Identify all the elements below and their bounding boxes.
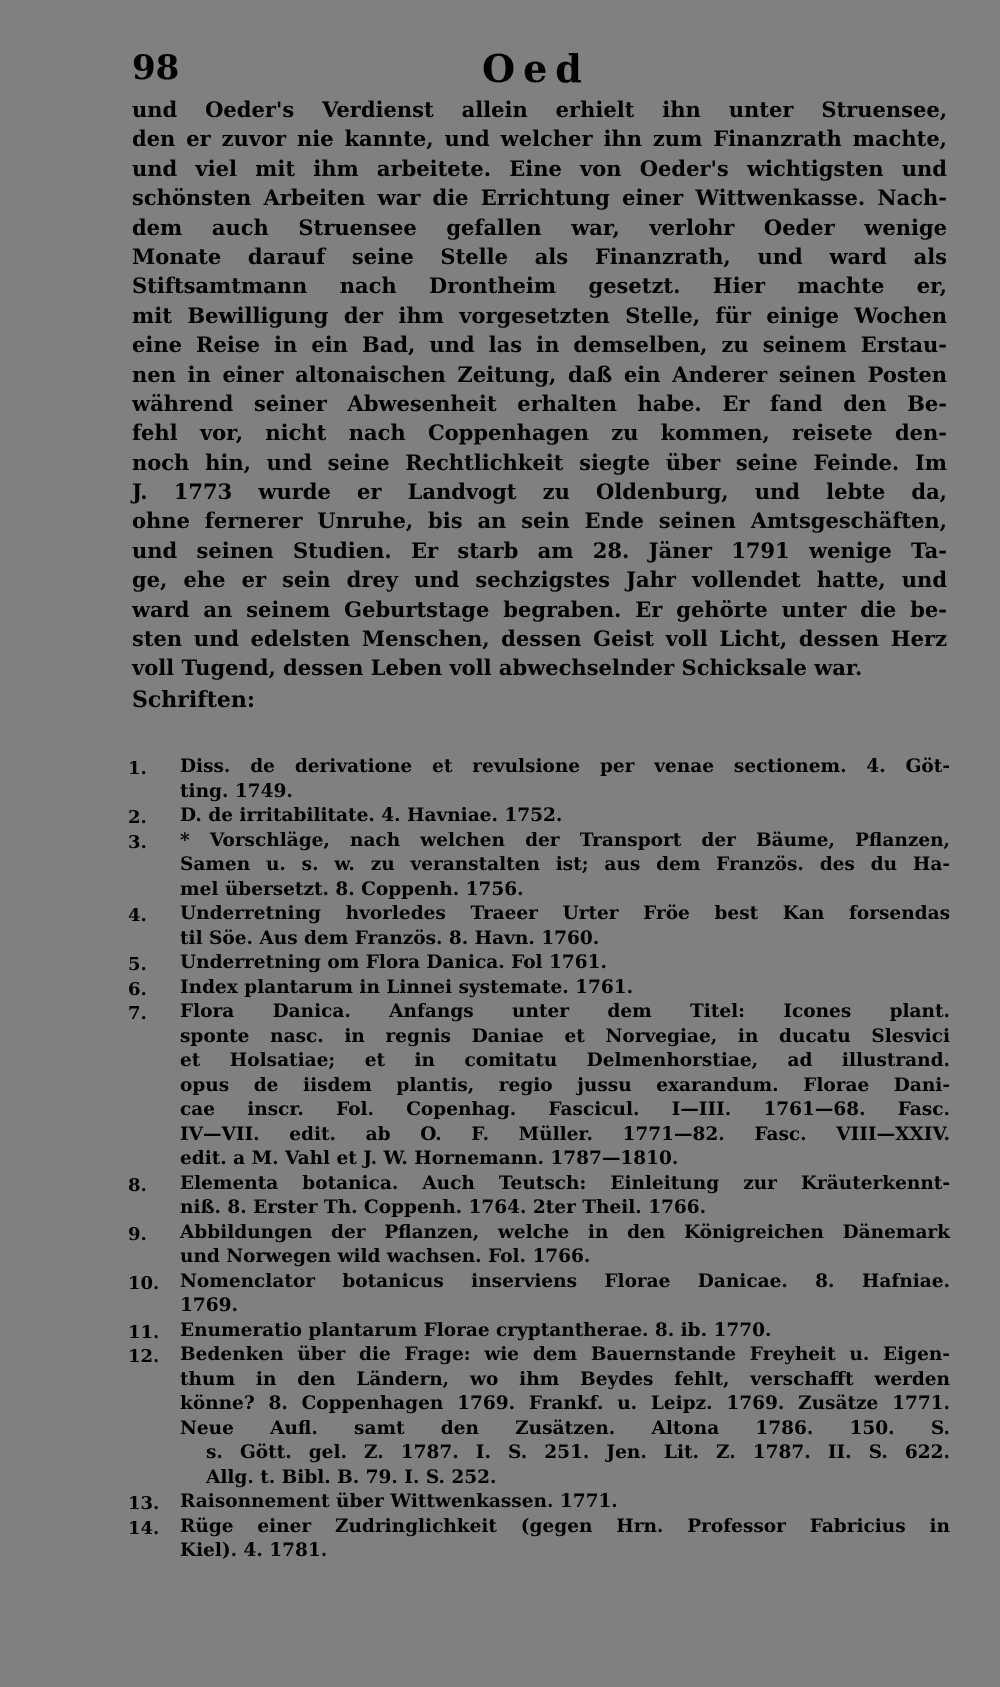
work-line: opus de iisdem plantis, regio jussu exarandum. Florae Dani- [180, 1074, 950, 1096]
body-line: eine Reise in ein Bad, und las in demselben, zu seinem Erstau- [132, 332, 947, 358]
body-line: fehl vor, nicht nach Coppenhagen zu kommen, reisete den- [132, 420, 947, 446]
work-number: 6. [128, 978, 147, 1000]
work-line: thum in den Ländern, wo ihm Beydes fehlt, verschafft werden [180, 1368, 950, 1390]
body-line: ge, ehe er sein drey und sechzigstes Jahr vollendet hatte, und [132, 567, 947, 593]
work-line: 1769. [180, 1295, 238, 1316]
work-number: 11. [128, 1321, 160, 1343]
work-number: 12. [128, 1346, 160, 1367]
work-number: 4. [128, 905, 147, 926]
work-item [128, 1515, 950, 1564]
work-line: Flora Danica. Anfangs unter dem Titel: Icones plant. [180, 1001, 950, 1022]
work-line: ting. 1749. [180, 780, 293, 802]
body-line: mit Bewilligung der ihm vorgesetzten Stelle, für einige Wochen [132, 302, 947, 328]
work-line: Rüge einer Zudringlichkeit (gegen Hrn. Professor Fabricius in [180, 1515, 950, 1537]
work-line: s. Gött. gel. Z. 1787. I. S. 251. Jen. Lit. Z. 1787. II. S. 622. [206, 1442, 950, 1463]
work-item [128, 976, 950, 1001]
works-list [128, 755, 950, 1564]
running-head: Oed [482, 46, 590, 91]
body-line: und Oeder's Verdienst allein erhielt ihn unter Struensee, [132, 97, 947, 122]
work-line: cae inscr. Fol. Copenhag. Fascicul. I—III. 1761—68. Fasc. [180, 1099, 950, 1120]
work-line: Underretning om Flora Danica. Fol 1761. [180, 952, 607, 973]
work-item [128, 755, 950, 804]
work-line: Elementa botanica. Auch Teutsch: Einleitung zur Kräuterkennt- [180, 1172, 950, 1194]
work-item [128, 1343, 950, 1490]
work-number: 9. [128, 1223, 147, 1245]
body-line: Monate darauf seine Stelle als Finanzrath, und ward als [132, 243, 947, 269]
work-line: Bedenken über die Frage: wie dem Bauernstande Freyheit u. Eigen- [180, 1344, 950, 1365]
work-number: 5. [128, 954, 147, 975]
work-number: 2. [128, 807, 147, 828]
page-number: 98 [132, 48, 180, 88]
work-item [128, 804, 950, 829]
work-item [128, 902, 950, 951]
work-line: und Norwegen wild wachsen. Fol. 1766. [180, 1246, 591, 1267]
work-line: Nomenclator botanicus inserviens Florae Danicae. 8. Hafniae. [180, 1270, 950, 1292]
work-line: Index plantarum in Linnei systemate. 1761. [180, 976, 634, 998]
work-line: * Vorschläge, nach welchen der Transport der Bäume, Pflanzen, [180, 829, 950, 851]
work-item [128, 1319, 950, 1344]
work-number: 7. [128, 1003, 147, 1024]
work-line: IV—VII. edit. ab O. F. Müller. 1771—82. Fasc. VIII—XXIV. [180, 1123, 950, 1145]
body-line: ohne fernerer Unruhe, bis an sein Ende seinen Amtsgeschäften, [132, 508, 947, 534]
body-line: und seinen Studien. Er starb am 28. Jäner 1791 wenige Ta- [132, 537, 947, 563]
body-line: dem auch Struensee gefallen war, verlohr Oeder wenige [132, 214, 947, 240]
body-line: während seiner Abwesenheit erhalten habe. Er fand den Be- [132, 390, 947, 416]
work-number: 3. [128, 831, 147, 853]
body-line: voll Tugend, dessen Leben voll abwechselnder Schicksale war. [132, 655, 863, 681]
body-line: nen in einer altonaischen Zeitung, daß ein Anderer seinen Posten [132, 361, 947, 387]
body-line: ward an seinem Geburtstage begraben. Er gehörte unter die be- [132, 596, 947, 622]
work-line: mel übersetzt. 8. Coppenh. 1756. [180, 878, 524, 900]
work-item [128, 1270, 950, 1319]
body-line: schönsten Arbeiten war die Errichtung einer Wittwenkasse. Nach- [132, 185, 947, 211]
work-number: 13. [128, 1493, 160, 1514]
work-line: til Söe. Aus dem Französ. 8. Havn. 1760. [180, 927, 600, 949]
page-header [132, 48, 942, 98]
work-number: 1. [128, 758, 147, 779]
work-line: Diss. de derivatione et revulsione per venae sectionem. 4. Göt- [180, 756, 950, 777]
work-line: edit. a M. Vahl et J. W. Hornemann. 1787—1810. [180, 1148, 679, 1169]
work-item [128, 1000, 950, 1172]
work-line: sponte nasc. in regnis Daniae et Norvegiae, in ducatu Slesvici [180, 1025, 950, 1047]
work-line: Samen u. s. w. zu veranstalten ist; aus dem Französ. des du Ha- [180, 854, 950, 875]
biography-text [132, 95, 947, 715]
work-line: Underretning hvorledes Traeer Urter Fröe best Kan forsendas [180, 903, 950, 924]
work-line: Allg. t. Bibl. B. 79. I. S. 252. [206, 1466, 497, 1488]
work-number: 8. [128, 1174, 147, 1196]
work-line: D. de irritabilitate. 4. Havniae. 1752. [180, 805, 563, 826]
work-line: könne? 8. Coppenhagen 1769. Frankf. u. Leipz. 1769. Zusätze 1771. [180, 1393, 950, 1414]
work-item [128, 1490, 950, 1515]
work-line: Raisonnement über Wittwenkassen. 1771. [180, 1491, 618, 1512]
body-line: und viel mit ihm arbeitete. Eine von Oeder's wichtigsten und [132, 155, 947, 181]
schriften-heading: Schriften: [132, 686, 255, 713]
work-item [128, 1172, 950, 1221]
work-line: et Holsatiae; et in comitatu Delmenhorstiae, ad illustrand. [180, 1050, 950, 1071]
work-item [128, 1221, 950, 1270]
body-line: den er zuvor nie kannte, und welcher ihn zum Finanzrath machte, [132, 126, 947, 152]
work-line: Neue Aufl. samt den Zusätzen. Altona 1786. 150. S. [180, 1417, 950, 1439]
work-line: Kiel). 4. 1781. [180, 1540, 328, 1561]
work-number: 14. [128, 1517, 160, 1539]
body-line: J. 1773 wurde er Landvogt zu Oldenburg, und lebte da, [132, 479, 947, 505]
work-number: 10. [128, 1272, 160, 1294]
work-item [128, 829, 950, 903]
work-line: Abbildungen der Pflanzen, welche in den Königreichen Dänemark [180, 1221, 950, 1243]
body-line: noch hin, und seine Rechtlichkeit siegte über seine Feinde. Im [132, 449, 947, 475]
work-item [128, 951, 950, 976]
work-line: Enumeratio plantarum Florae cryptantherae. 8. ib. 1770. [180, 1319, 772, 1341]
body-line: Stiftsamtmann nach Drontheim gesetzt. Hier machte er, [132, 273, 947, 299]
body-line: sten und edelsten Menschen, dessen Geist voll Licht, dessen Herz [132, 626, 947, 652]
work-line: niß. 8. Erster Th. Coppenh. 1764. 2ter Theil. 1766. [180, 1197, 707, 1218]
